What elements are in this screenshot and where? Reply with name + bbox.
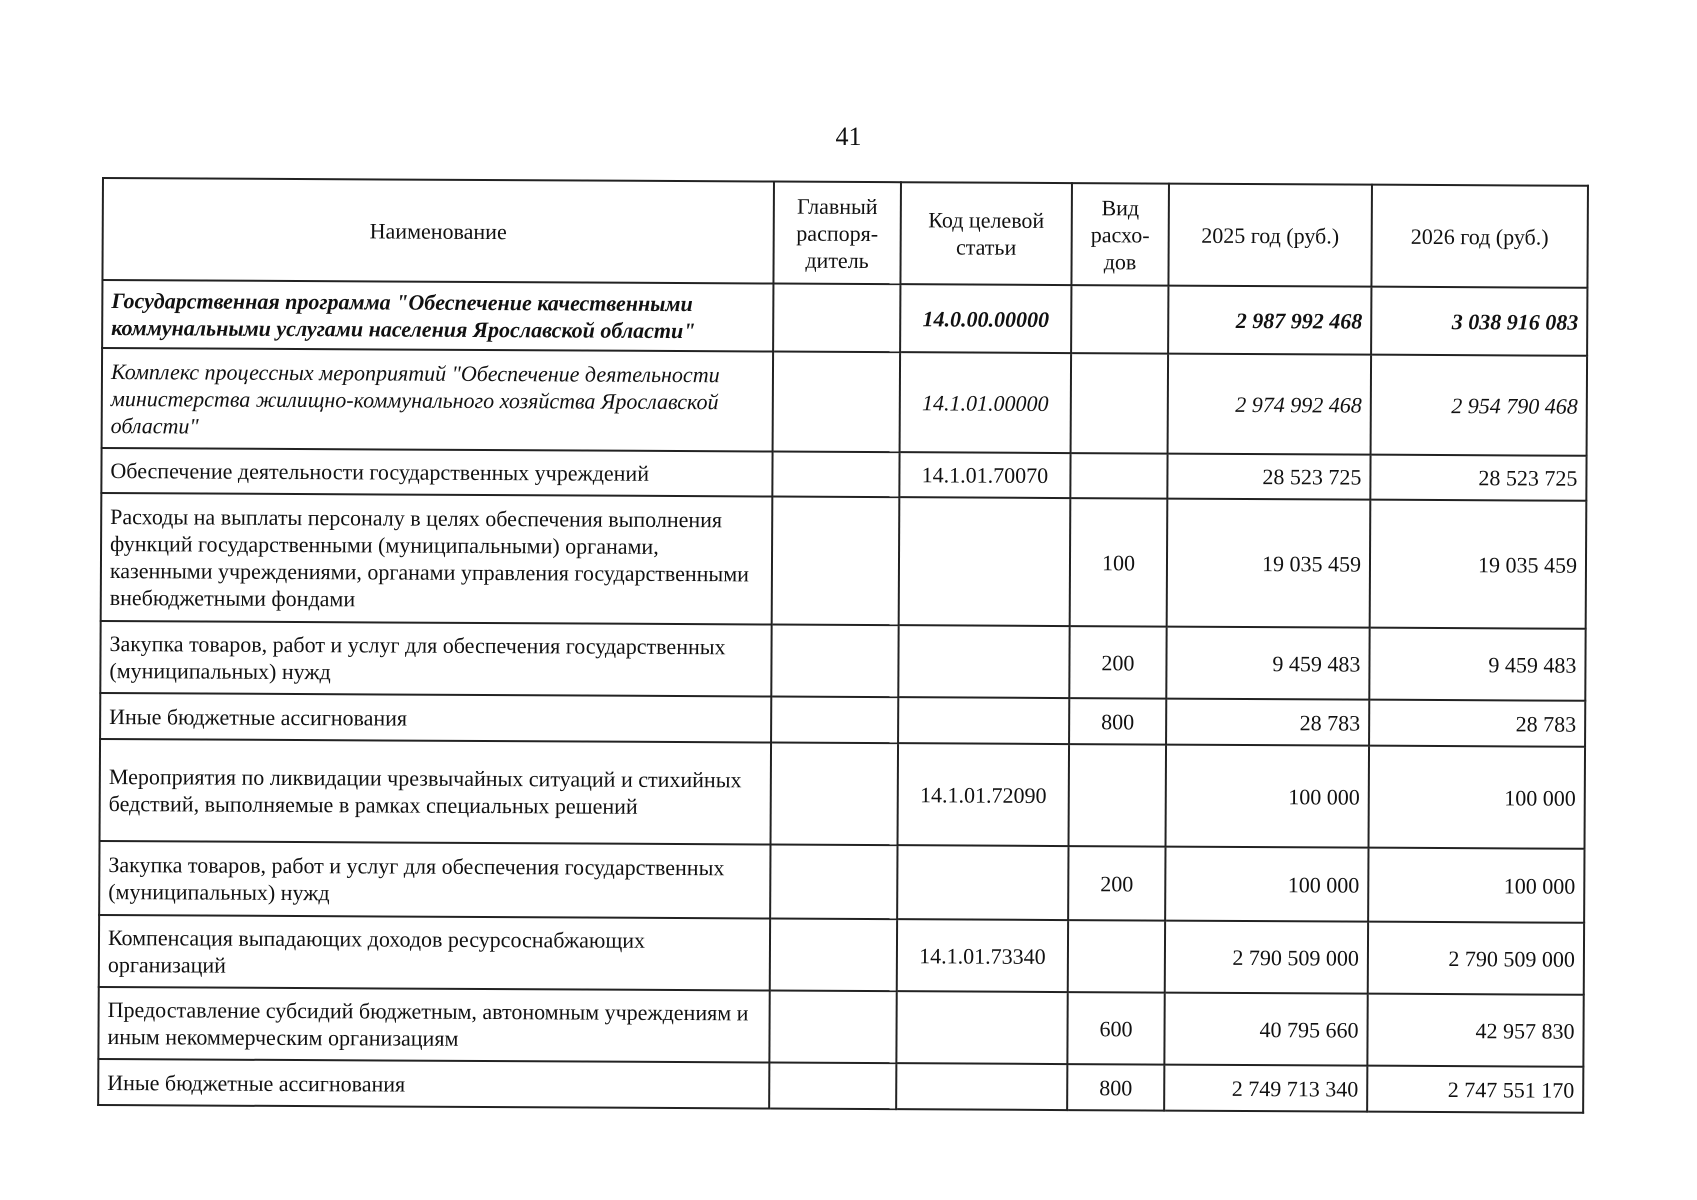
table-row bbox=[98, 987, 1583, 1067]
table-row bbox=[101, 448, 1586, 501]
row-expense-type: 800 bbox=[1067, 1064, 1164, 1111]
row-main-manager bbox=[773, 284, 900, 353]
header-year-2026: 2026 год (руб.) bbox=[1371, 185, 1588, 288]
row-year-2026: 2 747 551 170 bbox=[1367, 1066, 1583, 1113]
row-year-2026: 2 790 509 000 bbox=[1368, 922, 1584, 995]
header-target-code: Код целевой статьи bbox=[900, 182, 1072, 285]
row-expense-type: 200 bbox=[1069, 626, 1166, 699]
row-expense-type bbox=[1069, 744, 1167, 847]
row-year-2025: 2 987 992 468 bbox=[1168, 286, 1371, 355]
row-year-2026: 100 000 bbox=[1368, 848, 1584, 923]
row-main-manager bbox=[773, 352, 901, 453]
row-year-2025: 19 035 459 bbox=[1167, 499, 1371, 628]
header-main-manager: Главный распоря- дитель bbox=[773, 182, 901, 285]
header-expense-type: Вид расхо- дов bbox=[1071, 183, 1169, 286]
header-name: Наименование bbox=[102, 178, 774, 284]
row-year-2025: 100 000 bbox=[1166, 745, 1370, 848]
row-target-code bbox=[896, 991, 1067, 1064]
row-main-manager bbox=[769, 1063, 896, 1110]
table-row bbox=[98, 1059, 1583, 1113]
table-row bbox=[99, 915, 1584, 995]
row-main-manager bbox=[772, 452, 899, 498]
row-target-code: 14.1.01.00000 bbox=[900, 352, 1072, 453]
row-year-2025: 9 459 483 bbox=[1166, 627, 1369, 700]
row-name: Иные бюджетные ассигнования bbox=[98, 1059, 769, 1109]
row-target-code bbox=[898, 625, 1069, 698]
table-header-row bbox=[102, 178, 1588, 288]
row-expense-type: 600 bbox=[1067, 992, 1164, 1065]
row-name: Обеспечение деятельности государственных учреждений bbox=[101, 448, 772, 497]
row-year-2025: 2 974 992 468 bbox=[1168, 354, 1372, 455]
row-year-2026: 42 957 830 bbox=[1367, 994, 1583, 1067]
budget-table bbox=[97, 177, 1589, 1114]
row-year-2026: 28 783 bbox=[1369, 700, 1585, 747]
row-year-2025: 2 790 509 000 bbox=[1165, 921, 1368, 994]
row-name: Государственная программа "Обеспечение качественными коммунальными услугами населения Ярославской области" bbox=[102, 280, 773, 352]
row-expense-type bbox=[1071, 285, 1168, 354]
row-year-2026: 100 000 bbox=[1369, 746, 1586, 849]
row-target-code bbox=[899, 497, 1071, 626]
row-name: Расходы на выплаты персоналу в целях обеспечения выполнения функций государственными (муниципальными) органами, казенными учреждениями, органами управления государственными внебюджетными фондами bbox=[101, 493, 773, 625]
row-name: Иные бюджетные ассигнования bbox=[100, 693, 771, 743]
table-row bbox=[101, 493, 1587, 629]
row-year-2025: 100 000 bbox=[1165, 847, 1368, 922]
row-name: Мероприятия по ликвидации чрезвычайных ситуаций и стихийных бедствий, выполняемые в рамках специальных решений bbox=[100, 739, 772, 845]
row-year-2026: 3 038 916 083 bbox=[1371, 287, 1587, 356]
row-target-code: 14.1.01.70070 bbox=[899, 452, 1070, 498]
row-target-code: 14.0.00.00000 bbox=[900, 284, 1071, 353]
row-name: Закупка товаров, работ и услуг для обеспечения государственных (муниципальных) нужд bbox=[99, 841, 770, 919]
row-expense-type: 800 bbox=[1069, 698, 1166, 745]
row-target-code bbox=[896, 1063, 1067, 1110]
table-row bbox=[102, 348, 1588, 456]
row-year-2025: 28 523 725 bbox=[1167, 454, 1370, 500]
table-row bbox=[100, 693, 1585, 747]
row-target-code bbox=[897, 845, 1068, 920]
row-main-manager bbox=[769, 991, 896, 1064]
row-expense-type bbox=[1070, 453, 1167, 499]
page-number: 41 bbox=[835, 122, 862, 151]
table-row bbox=[99, 841, 1584, 923]
table-row bbox=[102, 280, 1587, 356]
row-expense-type: 200 bbox=[1068, 846, 1165, 921]
row-main-manager bbox=[772, 497, 900, 626]
row-year-2026: 2 954 790 468 bbox=[1371, 355, 1588, 456]
row-name: Предоставление субсидий бюджетным, автономным учреждениям и иным некоммерческим организациям bbox=[98, 987, 769, 1063]
row-main-manager bbox=[771, 697, 898, 744]
row-target-code: 14.1.01.73340 bbox=[897, 919, 1068, 992]
row-name: Комплекс процессных мероприятий "Обеспечение деятельности министерства жилищно-коммунального хозяйства Ярославской области" bbox=[102, 348, 774, 452]
row-name: Компенсация выпадающих доходов ресурсоснабжающих организаций bbox=[99, 915, 770, 991]
row-expense-type bbox=[1068, 920, 1165, 993]
row-year-2026: 19 035 459 bbox=[1370, 500, 1587, 629]
row-name: Закупка товаров, работ и услуг для обеспечения государственных (муниципальных) нужд bbox=[100, 621, 771, 697]
row-year-2026: 9 459 483 bbox=[1369, 628, 1585, 701]
table-row bbox=[100, 621, 1585, 701]
row-year-2025: 40 795 660 bbox=[1164, 993, 1367, 1066]
row-main-manager bbox=[771, 625, 898, 698]
row-main-manager bbox=[770, 845, 897, 920]
row-year-2025: 28 783 bbox=[1166, 699, 1369, 746]
table-row bbox=[100, 739, 1586, 849]
header-year-2025: 2025 год (руб.) bbox=[1168, 184, 1372, 287]
row-main-manager bbox=[771, 743, 899, 846]
row-expense-type: 100 bbox=[1070, 498, 1168, 627]
row-target-code bbox=[898, 697, 1069, 744]
row-target-code: 14.1.01.72090 bbox=[898, 743, 1070, 846]
row-year-2025: 2 749 713 340 bbox=[1164, 1065, 1367, 1112]
row-main-manager bbox=[770, 919, 897, 992]
row-expense-type bbox=[1071, 353, 1169, 454]
row-year-2026: 28 523 725 bbox=[1370, 455, 1586, 501]
